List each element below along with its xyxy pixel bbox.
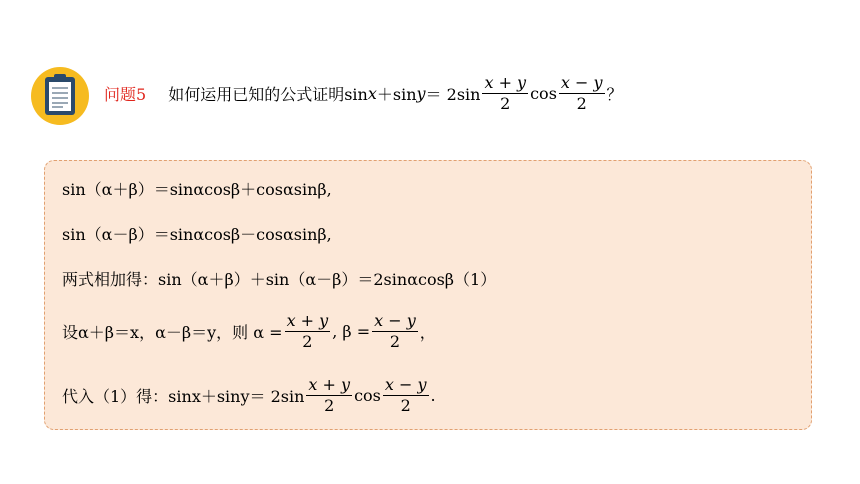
question-fraction-1 bbox=[482, 73, 528, 114]
fraction-denominator: 2 bbox=[302, 331, 313, 351]
proof-line-3: 两式相加得：sin（α＋β）＋sin（α－β）＝2sinαcosβ（1） bbox=[62, 269, 497, 289]
line4-fraction-1 bbox=[285, 311, 331, 352]
proof-line-2: sin（α－β）＝sinαcosβ－cosαsinβ, bbox=[62, 224, 332, 244]
line4-end: ， bbox=[419, 322, 436, 342]
line5-fraction-2 bbox=[383, 375, 429, 416]
fraction-denominator: 2 bbox=[576, 93, 587, 113]
line4-fraction-2 bbox=[372, 311, 418, 352]
line5-end: . bbox=[430, 385, 436, 405]
fraction-numerator: x + y bbox=[484, 72, 527, 92]
line4-prefix: 设α＋β＝x，α－β＝y，则 α = bbox=[62, 322, 283, 342]
question-label: 问题5 bbox=[104, 84, 147, 104]
question-row bbox=[104, 70, 623, 116]
question-cos: cos bbox=[530, 83, 557, 103]
fraction-numerator: x − y bbox=[384, 374, 427, 394]
clipboard-icon bbox=[31, 67, 89, 125]
question-text-prefix: 如何运用已知的公式证明sin bbox=[168, 84, 368, 104]
question-text-eq: ＝ 2sin bbox=[425, 84, 481, 104]
line5-cos: cos bbox=[354, 385, 381, 405]
question-text-mid: ＋sin bbox=[376, 84, 417, 104]
proof-line-1: sin（α＋β）＝sinαcosβ＋cosαsinβ, bbox=[62, 179, 332, 199]
line5-prefix: 代入（1）得：sinx＋siny＝ 2sin bbox=[62, 386, 305, 406]
question-var-x: x bbox=[367, 83, 377, 103]
question-var-y: y bbox=[416, 83, 426, 103]
question-fraction-2 bbox=[559, 73, 605, 114]
proof-line-4 bbox=[62, 308, 436, 354]
fraction-numerator: x + y bbox=[286, 310, 329, 330]
fraction-denominator: 2 bbox=[389, 331, 401, 351]
fraction-numerator: x − y bbox=[560, 72, 603, 92]
fraction-denominator: 2 bbox=[324, 395, 335, 415]
question-end: ？ bbox=[606, 84, 623, 104]
fraction-numerator: x + y bbox=[308, 374, 351, 394]
fraction-denominator: 2 bbox=[400, 395, 411, 415]
line4-mid: , β = bbox=[332, 321, 371, 341]
fraction-denominator: 2 bbox=[500, 93, 511, 113]
fraction-numerator: x − y bbox=[374, 310, 416, 330]
line5-fraction-1 bbox=[306, 375, 352, 416]
proof-line-5 bbox=[62, 372, 436, 418]
